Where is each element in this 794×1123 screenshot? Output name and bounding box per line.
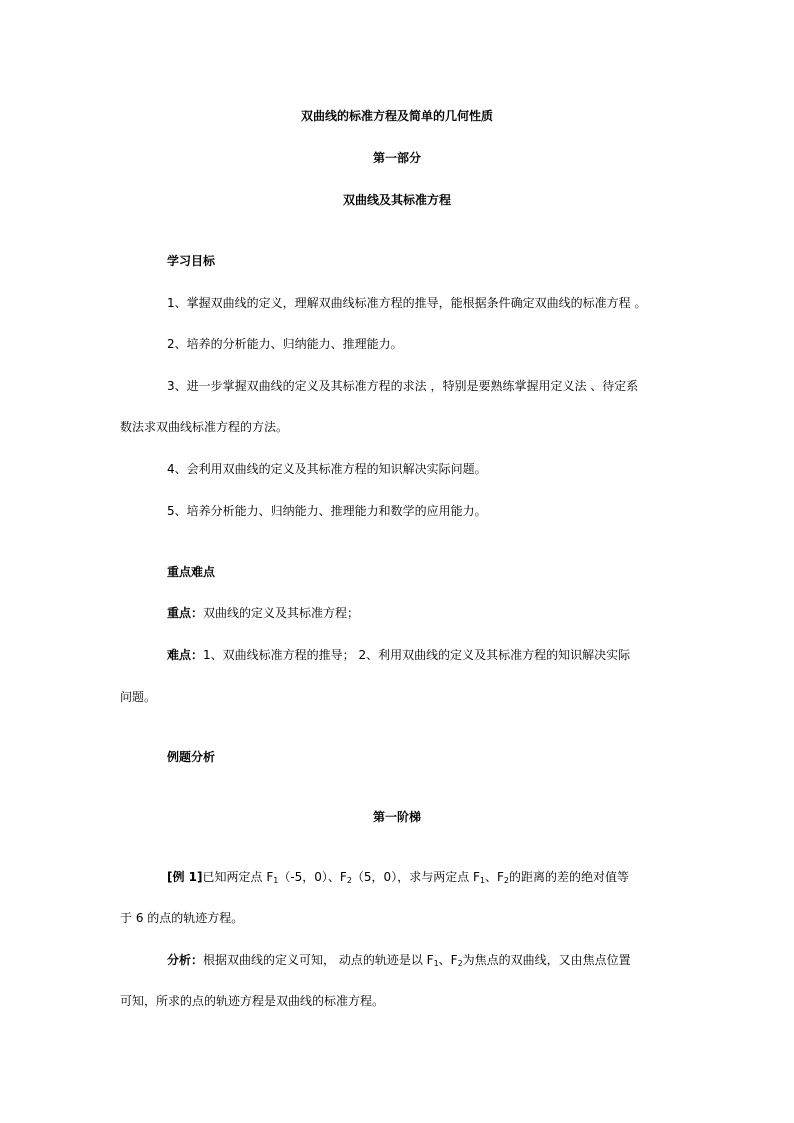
objectives-heading: 学习目标 — [167, 254, 216, 268]
objective-item-3: 3、进一步掌握双曲线的定义及其标准方程的求法 ，特别是要熟练掌握用定义法 、待定系 — [167, 379, 639, 393]
difficult-point-line — [167, 647, 630, 663]
step-heading: 第一阶梯 — [372, 810, 421, 824]
difficult-point-cont: 问题。 — [120, 690, 157, 704]
subscript: 2 — [346, 876, 352, 885]
subscript: 1 — [273, 876, 279, 885]
difficult-label: 难点： — [167, 648, 204, 662]
subscript: 1 — [433, 959, 439, 968]
analysis-text: 为焦点的双曲线，又由焦点位置 — [462, 953, 631, 967]
subscript: 2 — [457, 959, 463, 968]
example-1-line — [167, 869, 629, 885]
document-title: 双曲线的标准方程及简单的几何性质 — [300, 109, 493, 123]
keypoints-heading: 重点难点 — [167, 565, 216, 579]
key-text: 双曲线的定义及其标准方程； — [203, 606, 360, 620]
example-1-text: （-5，0）、F — [278, 870, 347, 884]
part-heading: 第一部分 — [372, 151, 421, 165]
example-1-label: [例 1] — [167, 870, 203, 884]
analysis-cont: 可知，所求的点的轨迹方程是双曲线的标准方程。 — [120, 994, 385, 1008]
key-point-line — [167, 605, 359, 621]
objective-item-1: 1、掌握双曲线的定义，理解双曲线标准方程的推导，能根据条件确定双曲线的标准方程 。 — [167, 296, 647, 310]
objective-item-4: 4、会利用双曲线的定义及其标准方程的知识解决实际问题。 — [167, 462, 487, 476]
subscript: 2 — [503, 876, 510, 885]
analysis-line — [167, 952, 631, 968]
objective-item-3-cont: 数法求双曲线标准方程的方法。 — [120, 420, 289, 434]
difficult-text: 1、双曲线标准方程的推导； 2、利用双曲线的定义及其标准方程的知识解决实际 — [203, 648, 631, 662]
example-1-text: 已知两定点 F — [202, 870, 274, 884]
example-1-cont: 于 6 的点的轨迹方程。 — [120, 911, 244, 925]
analysis-text: 、F — [438, 953, 458, 967]
section-heading: 双曲线及其标准方程 — [342, 193, 451, 207]
analysis-text: 根据双曲线的定义可知， 动点的轨迹是以 F — [203, 953, 434, 967]
example-1-text: 的距离的差的绝对值等 — [509, 870, 630, 884]
objective-item-5: 5、培养分析能力、归纳能力、推理能力和数学的应用能力。 — [167, 504, 487, 518]
examples-heading: 例题分析 — [167, 750, 216, 764]
analysis-label: 分析： — [167, 953, 204, 967]
subscript: 1 — [479, 876, 486, 885]
objective-item-2: 2、培养的分析能力、归纳能力、推理能力。 — [167, 337, 403, 351]
example-1-text: 、F — [485, 870, 504, 884]
example-1-text: （5，0），求与两定点 F — [351, 870, 480, 884]
key-label: 重点： — [167, 606, 204, 620]
